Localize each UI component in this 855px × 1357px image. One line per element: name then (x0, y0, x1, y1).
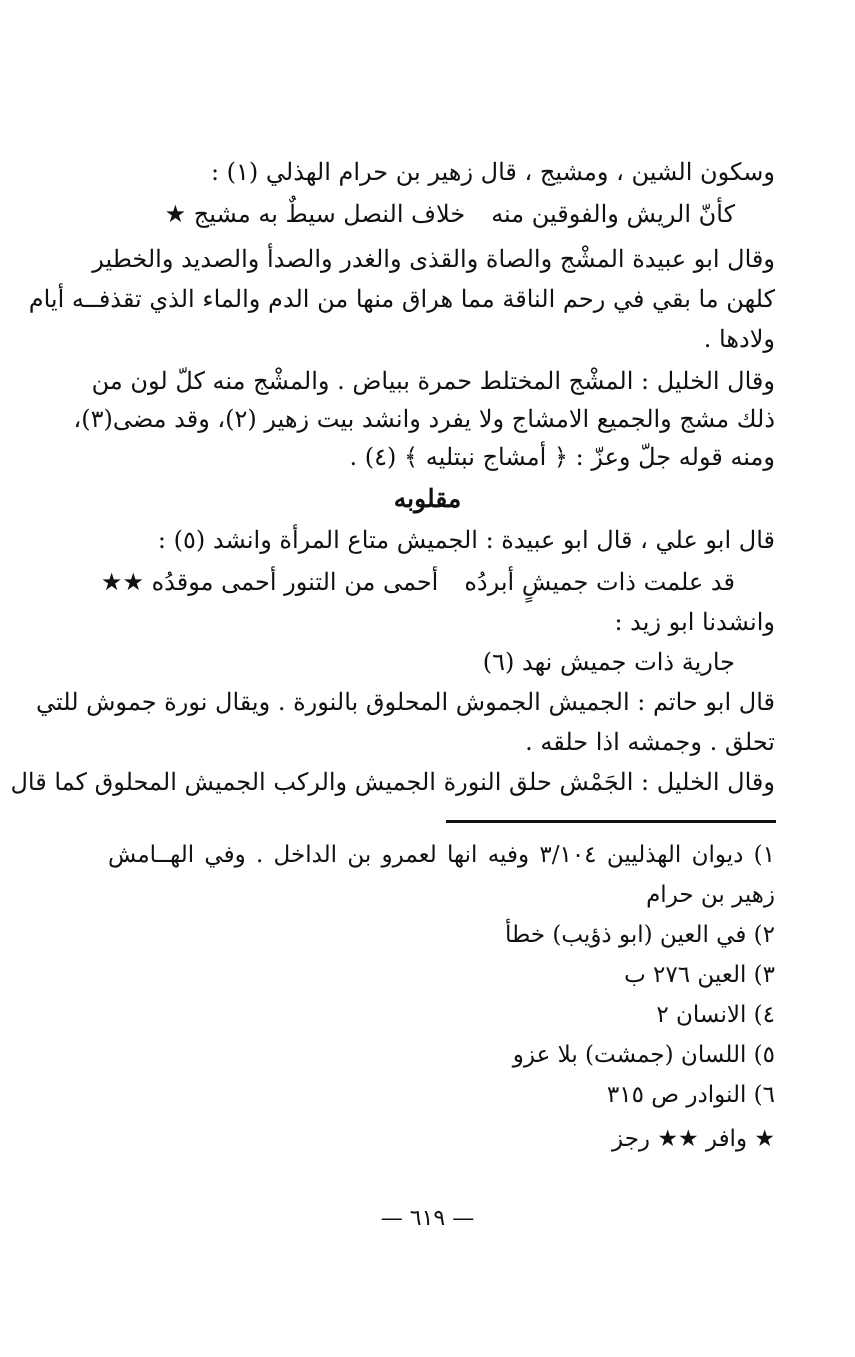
verse-1 (165, 200, 735, 229)
meter-legend: ★ وافر ★★ رجز (612, 1126, 775, 1152)
footnote-2: ٢) في العين (ابو ذؤيب) خطأ (504, 922, 775, 948)
footnote-divider (446, 820, 776, 823)
section2-line-4: تحلق . وجمشه اذا حلقه . (525, 728, 775, 756)
footnote-1-cont: زهير بن حرام (646, 882, 775, 908)
body-line-3: كلهن ما بقي في رحم الناقة مما هراق منها من الدم والماء الذي تقذفــه أيام (28, 285, 775, 313)
footnote-6: ٦) النوادر ص ٣١٥ (606, 1082, 775, 1108)
section2-line-1: قال ابو علي ، قال ابو عبيدة : الجميش متاع المرأة وانشد (٥) : (157, 526, 775, 554)
footnote-4: ٤) الانسان ٢ (656, 1002, 775, 1028)
verse-2-second-hemistich: أحمى من التنور أحمى موقدُه ★★ (100, 568, 439, 596)
body-line-5: وقال الخليل : المشْج المختلط حمرة ببياض . والمشْج منه كلّ لون من (91, 367, 775, 395)
footnote-3: ٣) العين ٢٧٦ ب (624, 962, 775, 988)
body-line-6: ذلك مشج والجميع الامشاج ولا يفرد وانشد بيت زهير (٢)، وقد مضى(٣)، (73, 405, 775, 433)
verse-1-first-hemistich: كأنّ الريش والفوقين منه (491, 200, 735, 228)
body-line-2: وقال ابو عبيدة المشْج والصاة والقذى والغدر والصدأ والصديد والخطير (92, 245, 775, 273)
section2-line-2: وانشدنا ابو زيد : (614, 608, 775, 636)
verse-2-first-hemistich: قد علمت ذات جميشٍ أبردُه (464, 568, 735, 596)
section2-line-3: قال ابو حاتم : الجميش الجموش المحلوق بالنورة . ويقال نورة جموش للتي (36, 688, 775, 716)
footnote-1: ١) ديوان الهذليين ٣/١٠٤ وفيه انها لعمرو بن الداخل . وفي الهــامش (108, 842, 776, 868)
verse-1-second-hemistich: خلاف النصل سيطٌ به مشيج ★ (164, 200, 466, 228)
page-number: — ٦١٩ — (380, 1206, 475, 1231)
section2-line-5: وقال الخليل : الجَمْش حلق النورة الجميش والركب الجميش المحلوق كما قال (10, 768, 775, 796)
body-line-4: ولادها . (703, 325, 775, 353)
verse-3: جارية ذات جميش نهد (٦) (482, 648, 735, 676)
section-heading: مقلوبه (393, 484, 462, 513)
body-line-7: ومنه قوله جلّ وعزّ : ﴿ أمشاج نبتليه ﴾ (٤) . (349, 443, 775, 471)
footnote-5: ٥) اللسان (جمشت) بلا عزو (512, 1042, 775, 1068)
body-line-1: وسكون الشين ، ومشيج ، قال زهير بن حرام الهذلي (١) : (210, 158, 775, 186)
verse-2 (101, 568, 735, 597)
